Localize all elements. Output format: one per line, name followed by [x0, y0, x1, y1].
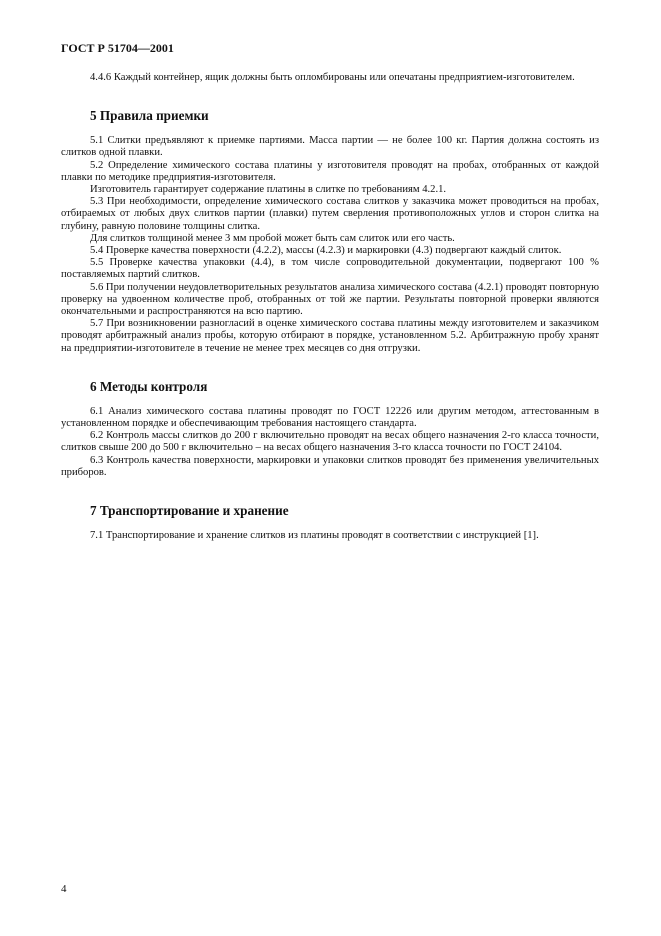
- section-body: [61, 135, 599, 355]
- paragraph-5-3-thin-ingots: Для слитков толщиной менее 3 мм пробой может быть сам слиток или его часть.: [90, 232, 455, 244]
- document-page: [61, 40, 599, 542]
- section-body: [61, 406, 599, 479]
- paragraph-5-4: 5.4 Проверке качества поверхности (4.2.2), массы (4.2.3) и маркировки (4.3) подвергают каждый слиток.: [90, 245, 562, 257]
- paragraph-6-3: 6.3 Контроль качества поверхности, маркировки и упаковки слитков проводят без применения увеличительных приборов.: [61, 454, 599, 478]
- paragraph-4-4-6: 4.4.6 Каждый контейнер, ящик должны быть опломбированы или опечатаны предприятием-изготовителем.: [90, 72, 575, 83]
- page-number: 4: [61, 883, 67, 895]
- paragraph-5-5: 5.5 Проверке качества упаковки (4.4), в том числе сопроводительной документации, подвергают 100 % поставляемых партий слитков.: [61, 257, 599, 281]
- section-5-acceptance-rules: [61, 108, 599, 355]
- section-title: 5 Правила приемки: [90, 108, 209, 124]
- paragraph-5-1: 5.1 Слитки предъявляют к приемке партиями. Масса партии — не более 100 кг. Партия должна состоять из слитков одной плавки.: [61, 135, 599, 159]
- paragraph-5-7: 5.7 При возникновении разногласий в оценке химического состава платины между изготовителем и заказчиком проводят арбитражный анализ пробы, которую отбирают в порядке, установленном 5.2. Арбитражную пробу хранят на предприятии-изготовителе в течение не менее трех месяцев со дня отгрузки.: [61, 318, 599, 354]
- paragraph-5-6: 5.6 При получении неудовлетворительных результатов анализа химического состава (4.2.1) проводят повторную проверку на удвоенном количестве проб, отобранных от той же партии. Результаты повторной проверки являются окончательными и распространяются на всю партию.: [61, 281, 599, 318]
- paragraph-6-1: 6.1 Анализ химического состава платины проводят по ГОСТ 12226 или другим методом, аттестованным в установленном порядке и обеспечивающим требования настоящего стандарта.: [61, 405, 599, 430]
- intro-block: [61, 72, 599, 84]
- paragraph-5-3: 5.3 При необходимости, определение химического состава слитков у заказчика может проводиться на пробах, отбираемых от любых двух слитков партии (плавки) путем сверления противоположных углов и сторон слитка на глубину, равную половине толщины слитка.: [61, 196, 599, 232]
- paragraph-6-2: 6.2 Контроль массы слитков до 200 г включительно проводят на весах общего назначения 2-го класса точности, слитков свыше 200 до 500 г включительно – на весах общего назначения 3-го класса точности по ГОСТ 24104.: [61, 430, 599, 454]
- section-7-transport-storage: [61, 503, 599, 542]
- paragraph-7-1: 7.1 Транспортирование и хранение слитков из платины проводят в соответствии с инструкцией [1].: [90, 530, 539, 542]
- section-title: 7 Транспортирование и хранение: [90, 503, 289, 519]
- document-code-header: ГОСТ Р 51704—2001: [61, 41, 174, 55]
- section-6-control-methods: [61, 379, 599, 479]
- paragraph-5-2-guarantee: Изготовитель гарантирует содержание платины в слитке по требованиям 4.2.1.: [90, 184, 447, 196]
- section-title: 6 Методы контроля: [90, 378, 208, 394]
- section-body: [61, 530, 599, 542]
- paragraph-5-2: 5.2 Определение химического состава платины у изготовителя проводят на пробах, отобранных от каждой плавки по методике предприятия-изготовителя.: [61, 159, 599, 183]
